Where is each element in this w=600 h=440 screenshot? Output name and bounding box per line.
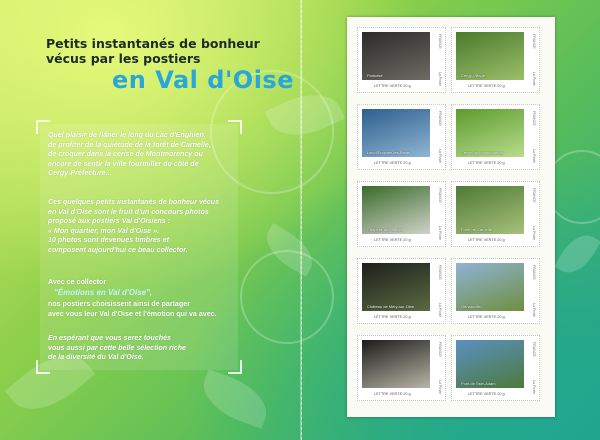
stamp-country: FRANCE [532,188,536,203]
stamp-operator: La Poste [532,225,536,240]
stamp-operator: La Poste [438,302,442,317]
stamp-country: FRANCE [438,34,442,49]
contest-paragraph: Ces quelques petits instantanés de bonheur vécus en Val d'Oise sont le fruit d'un concours photos proposé aux postiers Val d'Oisiens : « Mon quartier, mon Val d'Oise ». 10 photos sont devenues timbres et composent aujourd'hui ce beau collector. [48,198,220,254]
stamp-operator: La Poste [532,302,536,317]
stamp-operator: La Poste [532,148,536,163]
stamp-country: FRANCE [438,342,442,357]
stamp-value: LETTRE VERTE 20 g [374,84,411,88]
stamp-value: LETTRE VERTE 20 g [374,238,411,242]
stamp-value: LETTRE VERTE 20 g [468,315,505,319]
stamp-operator: La Poste [532,71,536,86]
collector-name: "Émotions en Val d'Oise", [54,288,153,297]
stamp-photo [456,109,524,157]
stamp-sheet [347,17,555,417]
stamp-photo [362,263,430,311]
stamp-operator: La Poste [532,379,536,394]
stamp-caption: Pontoise [367,73,383,78]
stamp-caption: Chapelle de Maudre [367,227,404,232]
swirl-decoration [240,250,334,344]
stamp-photo [456,186,524,234]
collector-paragraph: nos postiers choisissent ainsi de partager avec vous leur Val d'Oise et l'émotion qui va avec. [48,300,217,318]
stamp-country: FRANCE [532,34,536,49]
stamp [451,181,540,247]
stamp-value: LETTRE VERTE 20 g [374,392,411,396]
folder-title [46,36,276,66]
stamp-country: FRANCE [438,265,442,280]
fold-line [300,0,302,440]
stamp-country: FRANCE [438,188,442,203]
stamp-country: FRANCE [532,111,536,126]
stamp-caption: Château de Méry-sur-Oise [367,304,415,309]
stamp [451,104,540,170]
stamp [357,27,446,93]
stamp [357,104,446,170]
stamp-caption: Lac d'Enghien-les-Bains [367,150,411,155]
stamp-operator: La Poste [438,148,442,163]
stamp-caption: Forêt de Carnelle [461,227,492,232]
title-script: en Val d'Oise [112,66,294,94]
stamp-operator: La Poste [438,71,442,86]
stamp-caption: Genainville [461,304,481,309]
stamp [451,335,540,401]
stamp-photo [456,32,524,80]
stamp-value: LETTRE VERTE 20 g [374,161,411,165]
stamp-caption: Cerise de Montmorency [461,150,504,155]
stamp-caption: Cergy-Village [461,73,485,78]
stamp-country: FRANCE [532,265,536,280]
stamp-photo [362,340,430,388]
stamp-value: LETTRE VERTE 20 g [468,392,505,396]
stamp-country: FRANCE [438,111,442,126]
title-line-1: Petits instantanés de bonheur [46,36,260,51]
stamp-operator: La Poste [438,225,442,240]
stamp-operator: La Poste [438,379,442,394]
stamp-photo [362,32,430,80]
stamp-photo [362,186,430,234]
stamp-value: LETTRE VERTE 20 g [374,315,411,319]
stamp [451,27,540,93]
stamp [357,181,446,247]
intro-paragraph: Quel plaisir de flâner le long du Lac d'Enghien, de profiter de la quiétude de la forêt de Carnelle, de croquer dans la cerise de Montmorency ou encore de sentir la ville fourmiller du côté de Cergy-Préfecture... [48,131,211,178]
stamp-value: LETTRE VERTE 20 g [468,84,505,88]
stamp [451,258,540,324]
stamp-photo [456,263,524,311]
leaf-decoration [554,228,600,281]
stamp-photo [456,340,524,388]
stamp-value: LETTRE VERTE 20 g [468,238,505,242]
title-line-2: vécus par les postiers [46,51,201,66]
stamp-country: FRANCE [532,342,536,357]
stamp-value: LETTRE VERTE 20 g [468,161,505,165]
stamp-caption: Pont de l'Isle-Adam [461,381,496,386]
collector-intro: Avec ce collector [48,278,107,286]
stamp [357,258,446,324]
stamp [357,335,446,401]
stamp-photo [362,109,430,157]
closing-paragraph: En espérant que vous serez touchés vous aussi par cette belle sélection riche de la diversité du Val d'Oise. [48,334,186,362]
leaf-decoration [196,369,275,429]
